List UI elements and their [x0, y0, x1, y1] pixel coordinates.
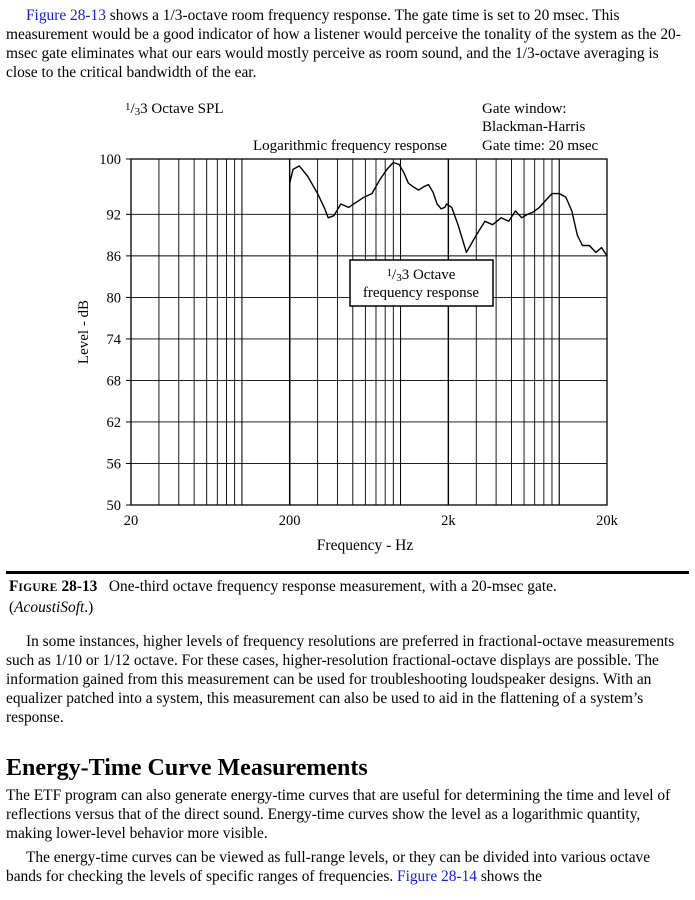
x-tick-label: 200 [278, 513, 301, 529]
caption-source: AcoustiSoft [14, 599, 85, 616]
y-tick-label: 74 [106, 331, 121, 348]
annotation-line1: $^1$/33 Octave [386, 267, 456, 284]
gate-window-label: Gate window: [482, 101, 567, 117]
x-tick-label: 20 [123, 513, 139, 529]
y-tick-label: 62 [106, 414, 121, 431]
resolution-paragraph: In some instances, higher levels of frequency resolutions are preferred in fractional-octave measurements such as 1/10 or 1/12 octave. For these cases, higher-resolution fractional-octave displays are possible. The information gained from this measurement can be used for troubleshooting loudspeaker designs. With an equalizer patched into a system, this measurement can also be used to aid in the flattening of a system’s response. [6, 633, 675, 726]
octave-bands-paragraph: The energy-time curves can be viewed as full-range levels, or they can be divided into various octave bands for checking the levels of specific ranges of frequencies. Figure 28-14 shows the [6, 849, 651, 885]
annotation-line2: frequency response [362, 285, 480, 301]
caption-rule [6, 571, 689, 574]
y-axis-title: Level - dB [76, 299, 92, 365]
y-tick-label: 68 [106, 373, 121, 390]
y-tick-label: 56 [106, 456, 121, 473]
gate-time-label: Gate time: 20 msec [482, 138, 599, 154]
y-tick-label: 80 [106, 290, 121, 307]
figure-28-13-link[interactable]: Figure 28-13 [26, 7, 106, 24]
y-tick-labels [99, 152, 122, 514]
y-tick-label: 50 [106, 498, 121, 514]
log-frequency-label: Logarithmic frequency response [253, 138, 448, 154]
x-axis-title: Frequency - Hz [316, 537, 414, 554]
spl-label: $^1$/33 Octave SPL [125, 101, 224, 118]
intro-paragraph-text: shows a 1/3-octave room frequency response. The gate time is set to 20 msec. This measurement would be a good indicator of how a listener would perceive the tonality of the system as the 20-msec gate eliminates what our ears would mostly perceive as room sound, and the 1/3-octave averaging is close to the critical bandwidth of the ear. [6, 7, 681, 81]
figure-caption: FIGURE 28-13 One-third octave frequency response measurement, with a 20-msec gate. (AcoustiSoft.) [9, 578, 557, 616]
x-tick-label: 2k [441, 513, 456, 529]
vertical-grid-lines [159, 159, 559, 505]
y-tick-label: 92 [106, 207, 121, 224]
x-tick-labels [124, 513, 619, 529]
section-heading: Energy-Time Curve Measurements [6, 755, 368, 781]
gate-window-type: Blackman-Harris [482, 119, 586, 135]
intro-paragraph [6, 6, 689, 82]
y-tick-label: 86 [106, 248, 121, 265]
y-tick-label: 100 [99, 152, 121, 168]
x-tick-label: 20k [596, 513, 618, 529]
figure-28-14-link[interactable]: Figure 28-14 [397, 868, 477, 885]
etc-paragraph: The ETF program can also generate energy-time curves that are useful for determining the time and level of reflections versus that of the direct sound. Energy-time curves show the level as a logarithmic quantity, making lower-level behavior more visible. [6, 787, 671, 842]
frequency-response-figure [0, 92, 695, 562]
